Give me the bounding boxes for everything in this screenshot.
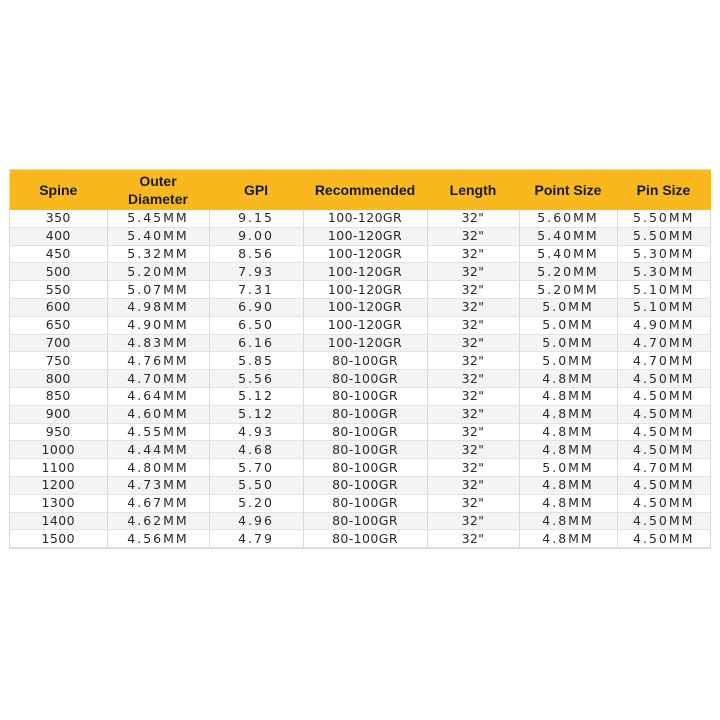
cell-recommended: 80-100GR: [303, 494, 427, 512]
cell-gpi: 7.31: [209, 281, 303, 299]
cell-outer-diameter: 5.32MM: [107, 245, 209, 263]
cell-gpi: 4.96: [209, 512, 303, 530]
cell-outer-diameter: 4.80MM: [107, 459, 209, 477]
cell-spine: 1100: [10, 459, 107, 477]
cell-point-size: 4.8MM: [519, 405, 617, 423]
cell-pin-size: 4.50MM: [617, 387, 710, 405]
header-outer-diameter: [107, 170, 209, 210]
cell-point-size: 4.8MM: [519, 494, 617, 512]
cell-pin-size: 5.50MM: [617, 227, 710, 245]
cell-spine: 950: [10, 423, 107, 441]
cell-recommended: 100-120GR: [303, 263, 427, 281]
cell-spine: 450: [10, 245, 107, 263]
cell-outer-diameter: 5.20MM: [107, 263, 209, 281]
cell-outer-diameter: 5.40MM: [107, 227, 209, 245]
cell-outer-diameter: 4.60MM: [107, 405, 209, 423]
cell-outer-diameter: 4.70MM: [107, 370, 209, 388]
cell-recommended: 100-120GR: [303, 227, 427, 245]
cell-point-size: 4.8MM: [519, 530, 617, 548]
cell-spine: 800: [10, 370, 107, 388]
cell-point-size: 5.60MM: [519, 210, 617, 227]
cell-recommended: 80-100GR: [303, 387, 427, 405]
cell-spine: 1300: [10, 494, 107, 512]
arrow-spec-table-container: [9, 169, 711, 549]
cell-length: 32": [427, 298, 519, 316]
cell-gpi: 5.56: [209, 370, 303, 388]
cell-outer-diameter: 5.45MM: [107, 210, 209, 227]
header-point-size: Point Size: [519, 170, 617, 210]
cell-length: 32": [427, 245, 519, 263]
table-row: [10, 263, 710, 281]
cell-gpi: 4.93: [209, 423, 303, 441]
table-row: [10, 387, 710, 405]
cell-pin-size: 4.50MM: [617, 494, 710, 512]
header-length: Length: [427, 170, 519, 210]
cell-spine: 900: [10, 405, 107, 423]
header-pin-size: Pin Size: [617, 170, 710, 210]
cell-recommended: 100-120GR: [303, 298, 427, 316]
cell-length: 32": [427, 352, 519, 370]
table-row: [10, 441, 710, 459]
cell-pin-size: 4.70MM: [617, 459, 710, 477]
cell-recommended: 100-120GR: [303, 316, 427, 334]
cell-spine: 1400: [10, 512, 107, 530]
header-outer-line1: Outer: [139, 173, 177, 189]
cell-outer-diameter: 4.76MM: [107, 352, 209, 370]
cell-length: 32": [427, 263, 519, 281]
cell-pin-size: 5.10MM: [617, 281, 710, 299]
cell-length: 32": [427, 210, 519, 227]
cell-recommended: 80-100GR: [303, 405, 427, 423]
table-row: [10, 334, 710, 352]
cell-outer-diameter: 4.90MM: [107, 316, 209, 334]
cell-pin-size: 4.90MM: [617, 316, 710, 334]
cell-spine: 1000: [10, 441, 107, 459]
cell-pin-size: 4.50MM: [617, 423, 710, 441]
cell-point-size: 5.20MM: [519, 263, 617, 281]
cell-point-size: 4.8MM: [519, 512, 617, 530]
arrow-spec-table: [10, 170, 711, 548]
table-body: [10, 210, 710, 548]
cell-point-size: 4.8MM: [519, 476, 617, 494]
cell-pin-size: 4.50MM: [617, 441, 710, 459]
cell-pin-size: 4.50MM: [617, 405, 710, 423]
cell-recommended: 100-120GR: [303, 210, 427, 227]
cell-gpi: 9.00: [209, 227, 303, 245]
header-gpi: GPI: [209, 170, 303, 210]
cell-recommended: 80-100GR: [303, 476, 427, 494]
cell-outer-diameter: 4.62MM: [107, 512, 209, 530]
cell-spine: 350: [10, 210, 107, 227]
cell-outer-diameter: 4.67MM: [107, 494, 209, 512]
cell-spine: 500: [10, 263, 107, 281]
cell-point-size: 5.0MM: [519, 459, 617, 477]
cell-point-size: 5.0MM: [519, 316, 617, 334]
cell-recommended: 80-100GR: [303, 370, 427, 388]
cell-length: 32": [427, 441, 519, 459]
cell-outer-diameter: 4.55MM: [107, 423, 209, 441]
cell-point-size: 4.8MM: [519, 370, 617, 388]
cell-point-size: 5.40MM: [519, 245, 617, 263]
cell-length: 32": [427, 459, 519, 477]
cell-recommended: 80-100GR: [303, 423, 427, 441]
header-outer-line2: Diameter: [128, 191, 188, 207]
cell-gpi: 9.15: [209, 210, 303, 227]
cell-gpi: 5.70: [209, 459, 303, 477]
cell-gpi: 5.50: [209, 476, 303, 494]
cell-outer-diameter: 4.73MM: [107, 476, 209, 494]
cell-spine: 700: [10, 334, 107, 352]
table-row: [10, 352, 710, 370]
cell-recommended: 80-100GR: [303, 512, 427, 530]
cell-length: 32": [427, 370, 519, 388]
header-spine: Spine: [10, 170, 107, 210]
table-row: [10, 423, 710, 441]
cell-pin-size: 5.50MM: [617, 210, 710, 227]
cell-recommended: 100-120GR: [303, 281, 427, 299]
cell-pin-size: 5.10MM: [617, 298, 710, 316]
table-row: [10, 459, 710, 477]
table-row: [10, 476, 710, 494]
cell-gpi: 6.90: [209, 298, 303, 316]
cell-length: 32": [427, 316, 519, 334]
cell-point-size: 5.0MM: [519, 334, 617, 352]
header-recommended: Recommended: [303, 170, 427, 210]
cell-pin-size: 5.30MM: [617, 263, 710, 281]
table-row: [10, 405, 710, 423]
cell-point-size: 5.20MM: [519, 281, 617, 299]
cell-gpi: 5.12: [209, 405, 303, 423]
cell-spine: 850: [10, 387, 107, 405]
cell-pin-size: 5.30MM: [617, 245, 710, 263]
cell-gpi: 4.79: [209, 530, 303, 548]
cell-gpi: 8.56: [209, 245, 303, 263]
table-row: [10, 494, 710, 512]
table-row: [10, 316, 710, 334]
cell-pin-size: 4.70MM: [617, 334, 710, 352]
table-header: [10, 170, 710, 210]
table-row: [10, 530, 710, 548]
cell-recommended: 80-100GR: [303, 530, 427, 548]
cell-length: 32": [427, 281, 519, 299]
cell-pin-size: 4.50MM: [617, 530, 710, 548]
cell-length: 32": [427, 334, 519, 352]
cell-point-size: 4.8MM: [519, 441, 617, 459]
cell-gpi: 4.68: [209, 441, 303, 459]
cell-length: 32": [427, 494, 519, 512]
cell-point-size: 5.40MM: [519, 227, 617, 245]
cell-outer-diameter: 4.98MM: [107, 298, 209, 316]
cell-spine: 400: [10, 227, 107, 245]
cell-length: 32": [427, 227, 519, 245]
cell-recommended: 100-120GR: [303, 245, 427, 263]
cell-outer-diameter: 4.44MM: [107, 441, 209, 459]
cell-spine: 750: [10, 352, 107, 370]
table-row: [10, 210, 710, 227]
table-row: [10, 281, 710, 299]
table-row: [10, 512, 710, 530]
cell-length: 32": [427, 423, 519, 441]
header-row: [10, 170, 710, 210]
cell-pin-size: 4.50MM: [617, 476, 710, 494]
cell-spine: 550: [10, 281, 107, 299]
cell-gpi: 5.20: [209, 494, 303, 512]
cell-gpi: 6.16: [209, 334, 303, 352]
cell-gpi: 5.85: [209, 352, 303, 370]
cell-recommended: 100-120GR: [303, 334, 427, 352]
cell-point-size: 4.8MM: [519, 423, 617, 441]
cell-length: 32": [427, 405, 519, 423]
cell-recommended: 80-100GR: [303, 352, 427, 370]
cell-outer-diameter: 5.07MM: [107, 281, 209, 299]
cell-outer-diameter: 4.83MM: [107, 334, 209, 352]
cell-pin-size: 4.70MM: [617, 352, 710, 370]
cell-outer-diameter: 4.56MM: [107, 530, 209, 548]
cell-recommended: 80-100GR: [303, 441, 427, 459]
cell-spine: 1200: [10, 476, 107, 494]
cell-gpi: 5.12: [209, 387, 303, 405]
cell-pin-size: 4.50MM: [617, 512, 710, 530]
cell-recommended: 80-100GR: [303, 459, 427, 477]
cell-pin-size: 4.50MM: [617, 370, 710, 388]
cell-point-size: 4.8MM: [519, 387, 617, 405]
cell-length: 32": [427, 512, 519, 530]
cell-point-size: 5.0MM: [519, 352, 617, 370]
cell-spine: 650: [10, 316, 107, 334]
table-row: [10, 227, 710, 245]
cell-spine: 1500: [10, 530, 107, 548]
cell-gpi: 6.50: [209, 316, 303, 334]
cell-outer-diameter: 4.64MM: [107, 387, 209, 405]
cell-point-size: 5.0MM: [519, 298, 617, 316]
cell-length: 32": [427, 387, 519, 405]
table-row: [10, 370, 710, 388]
cell-length: 32": [427, 530, 519, 548]
table-row: [10, 298, 710, 316]
cell-length: 32": [427, 476, 519, 494]
cell-spine: 600: [10, 298, 107, 316]
cell-gpi: 7.93: [209, 263, 303, 281]
table-row: [10, 245, 710, 263]
